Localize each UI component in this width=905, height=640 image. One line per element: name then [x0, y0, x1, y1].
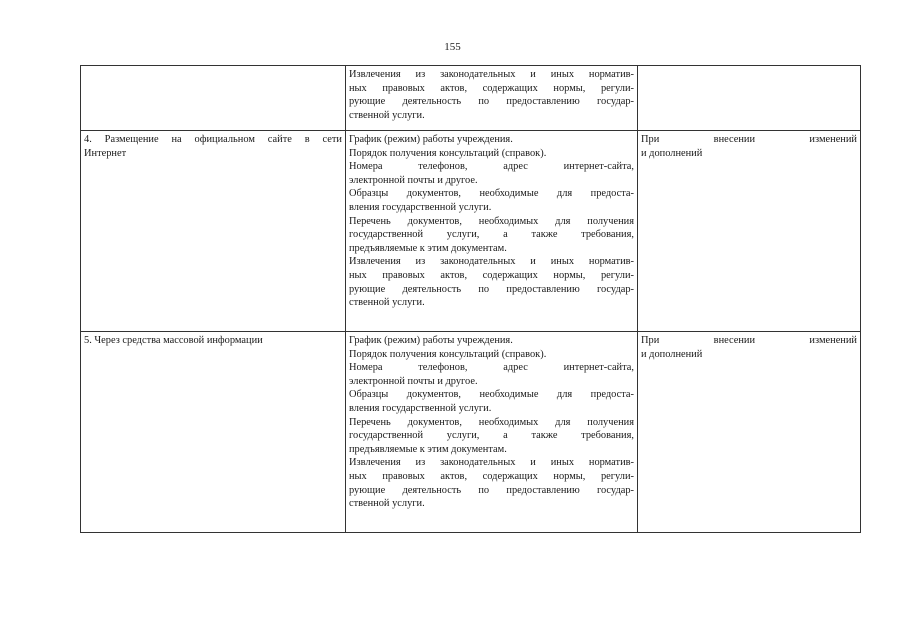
- text-line: и дополнений: [641, 147, 703, 159]
- content-cell: [346, 66, 638, 131]
- frequency-cell: [638, 332, 861, 533]
- table-row: [81, 131, 861, 332]
- text-line: вления государственной услуги.: [349, 201, 492, 213]
- text-line: ных правовых актов, содержащих нормы, регули-: [349, 470, 634, 482]
- text-line: ных правовых актов, содержащих нормы, регули-: [349, 269, 634, 281]
- text-line: Извлечения из законодательных и иных норматив-: [349, 256, 634, 268]
- table-row: [81, 332, 861, 533]
- text-line: При внесении изменений: [641, 335, 857, 346]
- text-line: ственной услуги.: [349, 109, 425, 121]
- text-line: ственной услуги.: [349, 498, 425, 510]
- text-line: Перечень документов, необходимых для получения: [349, 215, 634, 227]
- method-cell: [81, 66, 346, 131]
- text-line: Извлечения из законодательных и иных норматив-: [349, 457, 634, 469]
- text-line: рующие деятельность по предоставлению государ-: [349, 484, 634, 496]
- frequency-text: [641, 334, 857, 361]
- text-line: График (режим) работы учреждения.: [349, 134, 513, 145]
- frequency-text: [641, 133, 857, 160]
- page-number: 155: [444, 41, 461, 53]
- content-cell: [346, 332, 638, 533]
- text-line: График (режим) работы учреждения.: [349, 335, 513, 346]
- text-line: 5. Через средства массовой информации: [84, 335, 263, 346]
- text-line: предъявляемые к этим документам.: [349, 443, 507, 455]
- text-line: Образцы документов, необходимые для предоста-: [349, 188, 634, 200]
- text-line: электронной почты и другое.: [349, 375, 478, 387]
- method-text: [84, 133, 342, 160]
- text-line: рующие деятельность по предоставлению государ-: [349, 96, 634, 108]
- text-line: ственной услуги.: [349, 297, 425, 309]
- text-line: Извлечения из законодательных и иных норматив-: [349, 69, 634, 80]
- text-line: государственной услуги, а также требования,: [349, 229, 634, 241]
- text-line: ных правовых актов, содержащих нормы, регули-: [349, 82, 634, 94]
- content-text: [349, 68, 634, 122]
- text-line: Интернет: [84, 147, 127, 159]
- text-line: Порядок получения консультаций (справок).: [349, 348, 547, 360]
- text-line: Порядок получения консультаций (справок).: [349, 147, 547, 159]
- method-cell: [81, 131, 346, 332]
- method-cell: [81, 332, 346, 533]
- text-line: государственной услуги, а также требования,: [349, 430, 634, 442]
- content-cell: [346, 131, 638, 332]
- frequency-cell: [638, 66, 861, 131]
- method-text: [84, 334, 342, 348]
- text-line: Перечень документов, необходимых для получения: [349, 416, 634, 428]
- text-line: Образцы документов, необходимые для предоста-: [349, 389, 634, 401]
- text-line: 4. Размещение на официальном сайте в сети: [84, 134, 342, 145]
- text-line: предъявляемые к этим документам.: [349, 242, 507, 254]
- document-table: [80, 65, 861, 533]
- text-line: и дополнений: [641, 348, 703, 360]
- text-line: Номера телефонов, адрес интернет-сайта,: [349, 362, 634, 374]
- table-row: [81, 66, 861, 131]
- text-line: При внесении изменений: [641, 134, 857, 145]
- text-line: Номера телефонов, адрес интернет-сайта,: [349, 161, 634, 173]
- content-text: [349, 334, 634, 511]
- text-line: рующие деятельность по предоставлению государ-: [349, 283, 634, 295]
- text-line: вления государственной услуги.: [349, 402, 492, 414]
- frequency-cell: [638, 131, 861, 332]
- content-text: [349, 133, 634, 310]
- text-line: электронной почты и другое.: [349, 174, 478, 186]
